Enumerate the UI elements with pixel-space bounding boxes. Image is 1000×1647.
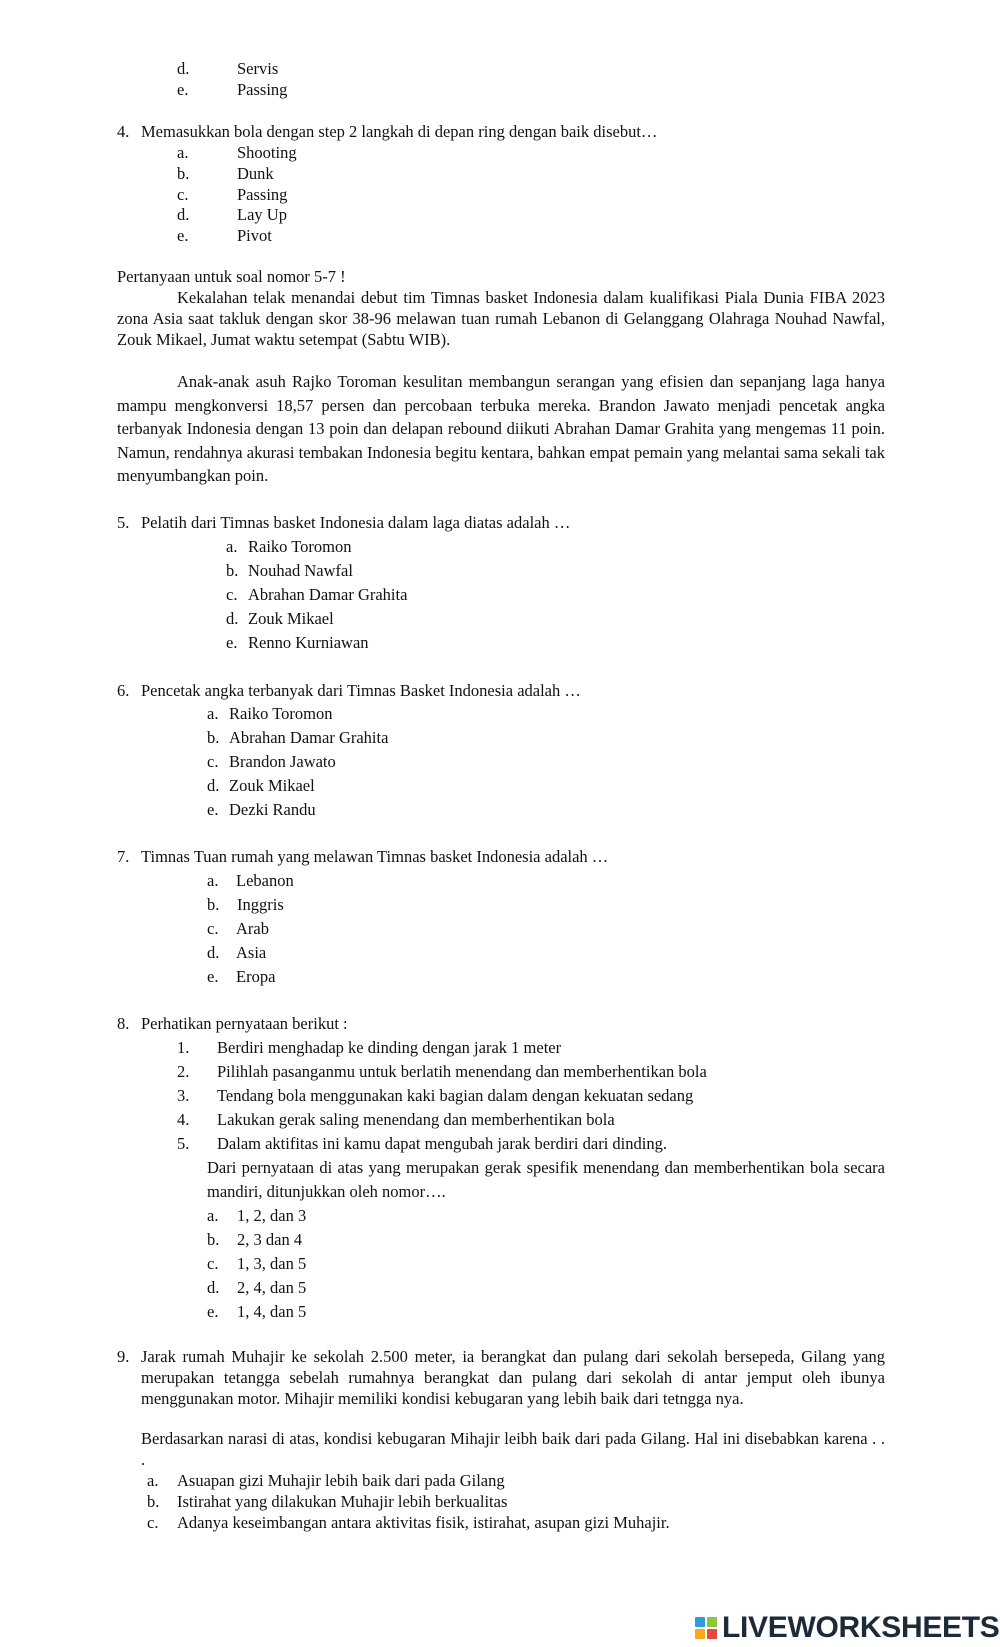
q4-option-a: [177, 142, 297, 163]
question-number: 8.: [117, 1014, 130, 1033]
q6-option-e: [207, 799, 316, 820]
option-letter: d.: [207, 1278, 220, 1297]
statement-text: Tendang bola menggunakan kaki bagian dalam dengan kekuatan sedang: [217, 1086, 694, 1105]
option-letter: a.: [147, 1471, 159, 1490]
question-text: Pelatih dari Timnas basket Indonesia dalam laga diatas adalah …: [141, 513, 571, 532]
logo-square-blue: [695, 1617, 705, 1627]
option-text: Dezki Randu: [229, 800, 316, 819]
option-text: Raiko Toromon: [229, 704, 333, 723]
option-text: Inggris: [237, 895, 284, 914]
option-letter: c.: [207, 752, 219, 771]
question-text: Perhatikan pernyataan berikut :: [141, 1014, 348, 1033]
q9-option-b: [147, 1491, 507, 1512]
q6-option-d: [207, 775, 315, 796]
option-text: 1, 3, dan 5: [237, 1254, 307, 1273]
option-letter: b.: [226, 561, 239, 580]
option-letter: c.: [147, 1513, 159, 1532]
q5-option-c: [226, 584, 407, 605]
option-text: Dunk: [237, 164, 274, 183]
logo-square-orange: [695, 1629, 705, 1639]
statement-text: Berdiri menghadap ke dinding dengan jarak 1 meter: [217, 1038, 562, 1057]
option-text: Brandon Jawato: [229, 752, 336, 771]
passage-paragraph-2: Anak-anak asuh Rajko Toroman kesulitan membangun serangan yang efisien dan sepanjang laga hanya mampu mengkonversi 18,57 persen dan percobaan terbuka mereka. Brandon Jawato menjadi pencetak angka terbanyak Indonesia dengan 13 poin dan delapan rebound diikuti Abrahan Damar Grahita yang mengemas 11 poin. Namun, rendahnya akurasi tembakan Indonesia begitu kentara, bahkan empat pemain yang melantai sama sekali tak menyumbangkan poin.: [117, 372, 885, 485]
q6-option-b: [207, 727, 388, 748]
option-letter: e.: [226, 633, 238, 652]
statement-text: Pilihlah pasanganmu untuk berlatih menendang dan memberhentikan bola: [217, 1062, 707, 1081]
logo-square-green: [707, 1617, 717, 1627]
option-text: Raiko Toromon: [248, 537, 352, 556]
q5-option-a: [226, 536, 352, 557]
question-number-9: 9.: [117, 1347, 130, 1366]
option-text: Abrahan Damar Grahita: [248, 585, 408, 604]
option-text: Lay Up: [237, 205, 287, 224]
option-text: 2, 3 dan 4: [237, 1230, 303, 1249]
q7-option-d: [207, 942, 266, 963]
q6-option-a: [207, 703, 333, 724]
q8-question: Dari pernyataan di atas yang merupakan gerak spesifik menendang dan memberhentikan bola secara mandiri, ditunjukkan oleh nomor….: [207, 1158, 885, 1201]
passage-heading: Pertanyaan untuk soal nomor 5-7 !: [117, 267, 346, 286]
q9-option-c: [147, 1512, 670, 1533]
option-letter: a.: [207, 704, 219, 723]
q4-option-c: [177, 184, 287, 205]
option-text: Passing: [237, 185, 288, 204]
option-letter: e.: [177, 226, 189, 245]
option-letter: d.: [177, 59, 190, 78]
q8-statement-1: [177, 1037, 561, 1058]
option-letter: c.: [207, 919, 219, 938]
q4-option-b: [177, 163, 274, 184]
option-letter: d.: [207, 776, 220, 795]
q7-option-e: [207, 966, 275, 987]
option-letter: e.: [207, 967, 219, 986]
option-text: Adanya keseimbangan antara aktivitas fisik, istirahat, asupan gizi Muhajir.: [177, 1513, 670, 1532]
option-text: Asuapan gizi Muhajir lebih baik dari pada Gilang: [177, 1471, 505, 1490]
option-letter: d.: [207, 943, 220, 962]
question-number: 4.: [117, 122, 130, 141]
q6-option-c: [207, 751, 336, 772]
q9-option-a: [147, 1470, 505, 1491]
q8-option-e: [207, 1301, 306, 1322]
option-text: Asia: [236, 943, 267, 962]
logo-mark-icon: [695, 1617, 717, 1639]
statement-number: 4.: [177, 1110, 190, 1129]
option-text: Zouk Mikael: [229, 776, 315, 795]
q8-statement-5: [177, 1133, 667, 1154]
option-letter: e.: [177, 80, 189, 99]
option-text: Servis: [237, 59, 279, 78]
option-letter: d.: [177, 205, 190, 224]
option-text: Zouk Mikael: [248, 609, 334, 628]
logo-text: LIVEWORKSHEETS: [722, 1611, 1000, 1644]
option-text: Shooting: [237, 143, 297, 162]
option-text: Renno Kurniawan: [248, 633, 369, 652]
option-letter: b.: [207, 895, 220, 914]
option-letter: c.: [226, 585, 238, 604]
option-text: Pivot: [237, 226, 272, 245]
option-letter: b.: [147, 1492, 160, 1511]
question-7: [117, 846, 608, 867]
question-6: [117, 680, 581, 701]
question-9-prompt: Berdasarkan narasi di atas, kondisi kebugaran Mihajir leibh baik dari pada Gilang. Hal ini disebabkan karena . . .: [141, 1429, 885, 1469]
question-5: [117, 512, 570, 533]
option-text: Nouhad Nawfal: [248, 561, 353, 580]
option-letter: c.: [207, 1254, 219, 1273]
option-letter: c.: [177, 185, 189, 204]
liveworksheets-logo[interactable]: [695, 1611, 1000, 1645]
question-text: Memasukkan bola dengan step 2 langkah di depan ring dengan baik disebut…: [141, 122, 658, 141]
statement-number: 3.: [177, 1086, 190, 1105]
question-text: Pencetak angka terbanyak dari Timnas Basket Indonesia adalah …: [141, 681, 581, 700]
logo-square-red: [707, 1629, 717, 1639]
option-letter: e.: [207, 1302, 219, 1321]
q8-option-c: [207, 1253, 306, 1274]
option-d: [177, 58, 278, 79]
statement-number: 5.: [177, 1134, 190, 1153]
statement-number: 1.: [177, 1038, 190, 1057]
option-letter: e.: [207, 800, 219, 819]
option-text: Eropa: [236, 967, 276, 986]
q8-statement-4: [177, 1109, 615, 1130]
option-text: 2, 4, dan 5: [237, 1278, 307, 1297]
q7-option-c: [207, 918, 269, 939]
option-letter: a.: [207, 1206, 219, 1225]
option-letter: a.: [177, 143, 189, 162]
option-letter: b.: [177, 164, 190, 183]
option-letter: d.: [226, 609, 239, 628]
q4-option-e: [177, 225, 272, 246]
q8-option-b: [207, 1229, 302, 1250]
option-letter: b.: [207, 728, 220, 747]
option-text: Lebanon: [236, 871, 294, 890]
q5-option-b: [226, 560, 353, 581]
option-text: Abrahan Damar Grahita: [229, 728, 389, 747]
q7-option-a: [207, 870, 294, 891]
passage-paragraph-1: Kekalahan telak menandai debut tim Timnas basket Indonesia dalam kualifikasi Piala Dunia FIBA 2023 zona Asia saat takluk dengan skor 38-96 melawan tuan rumah Lebanon di Gelanggang Olahraga Nouhad Nawfal, Zouk Mikael, Jumat waktu setempat (Sabtu WIB).: [117, 288, 885, 349]
option-letter: a.: [226, 537, 238, 556]
question-number: 5.: [117, 513, 130, 532]
option-text: 1, 2, dan 3: [237, 1206, 307, 1225]
q8-option-a: [207, 1205, 306, 1226]
q5-option-d: [226, 608, 334, 629]
q8-statement-2: [177, 1061, 707, 1082]
option-letter: a.: [207, 871, 219, 890]
question-number: 7.: [117, 847, 130, 866]
q5-option-e: [226, 632, 369, 653]
option-text: Istirahat yang dilakukan Muhajir lebih berkualitas: [177, 1492, 508, 1511]
option-letter: b.: [207, 1230, 220, 1249]
statement-text: Dalam aktifitas ini kamu dapat mengubah jarak berdiri dari dinding.: [217, 1134, 667, 1153]
q8-option-d: [207, 1277, 306, 1298]
statement-number: 2.: [177, 1062, 190, 1081]
q7-option-b: [207, 894, 284, 915]
question-8: [117, 1013, 348, 1034]
option-e: [177, 79, 287, 100]
question-number: 6.: [117, 681, 130, 700]
q8-statement-3: [177, 1085, 693, 1106]
question-9-text: Jarak rumah Muhajir ke sekolah 2.500 meter, ia berangkat dan pulang dari sekolah bersepeda, Gilang yang merupakan tetangga sebelah rumahnya berangkat dan pulang dari sekolah di antar jemput oleh ibunya menggunakan motor. Mihajir memiliki kondisi kebugaran yang lebih baik dari tetngga nya.: [141, 1347, 885, 1408]
option-text: Arab: [236, 919, 269, 938]
question-4: [117, 121, 657, 142]
question-text: Timnas Tuan rumah yang melawan Timnas basket Indonesia adalah …: [141, 847, 609, 866]
statement-text: Lakukan gerak saling menendang dan memberhentikan bola: [217, 1110, 615, 1129]
q4-option-d: [177, 204, 287, 225]
option-text: Passing: [237, 80, 288, 99]
option-text: 1, 4, dan 5: [237, 1302, 307, 1321]
